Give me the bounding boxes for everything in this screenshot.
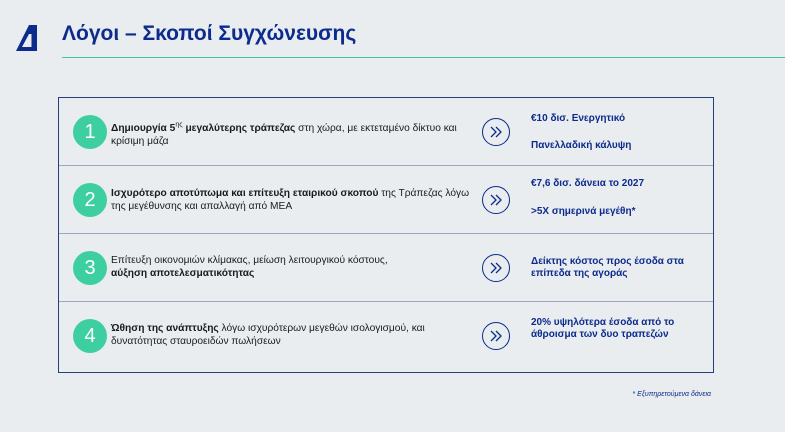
desc-bold: αύξηση αποτελεσματικότητας (111, 268, 255, 279)
footnote: * Εξυπηρετούμενα δάνεια (632, 391, 711, 398)
reasons-table (58, 97, 714, 373)
number-badge: 1 (73, 115, 107, 149)
number-badge: 2 (73, 183, 107, 217)
page-title: Λόγοι – Σκοποί Συγχώνευσης (62, 22, 357, 45)
desc-bold-cont: μεγαλύτερης τράπεζας (182, 123, 296, 134)
desc-text: στη χώρα, με εκτεταμένο δίκτυο και κρίσιμη μάζα (111, 123, 457, 147)
desc-text: λόγω ισχυρότερων μεγεθών ισολογισμού, και δυνατότητας σταυροειδών πωλήσεων (111, 323, 425, 347)
reason-description (111, 122, 471, 148)
desc-bold: Δημιουργία 5 (111, 123, 176, 134)
number-badge: 4 (73, 319, 107, 353)
double-chevron-right-icon (482, 186, 510, 214)
desc-bold: Ώθηση της ανάπτυξης (111, 323, 219, 334)
reason-description (111, 187, 471, 213)
desc-bold: Ισχυρότερο αποτύπωμα και επίτευξη εταιρικού σκοπού (111, 188, 379, 199)
result-line-1: Δείκτης κόστος προς έσοδα στα επίπεδα της αγοράς (531, 256, 684, 279)
desc-text: της Τράπεζας λόγω της μεγέθυνσης και απαλλαγή από ΜΕΑ (111, 188, 470, 212)
reason-description (111, 322, 441, 348)
double-chevron-right-icon (482, 118, 510, 146)
number-badge: 3 (73, 251, 107, 285)
reason-row-2 (59, 166, 713, 234)
desc-text: Επίτευξη οικονομιών κλίμακας, μείωση λειτουργικού κόστους, (111, 255, 388, 266)
desc-superscript: ης (175, 121, 183, 129)
reason-description (111, 254, 471, 280)
result-line-2: Πανελλαδική κάλυψη (531, 140, 632, 151)
reason-row-3 (59, 234, 713, 302)
reason-row-4 (59, 302, 713, 370)
result-line-1: €10 δισ. Ενεργητικό (531, 113, 626, 124)
result-line-2: >5X σημερινά μεγέθη* (531, 206, 636, 217)
result-line-1: €7,6 δισ. δάνεια το 2027 (531, 178, 645, 189)
result-line-1: 20% υψηλότερα έσοδα από το άθροισμα των δυο τραπεζών (531, 317, 675, 340)
double-chevron-right-icon (482, 254, 510, 282)
brand-logo-icon (12, 22, 44, 54)
reason-row-1 (59, 98, 713, 166)
title-divider (62, 57, 785, 58)
double-chevron-right-icon (482, 322, 510, 350)
